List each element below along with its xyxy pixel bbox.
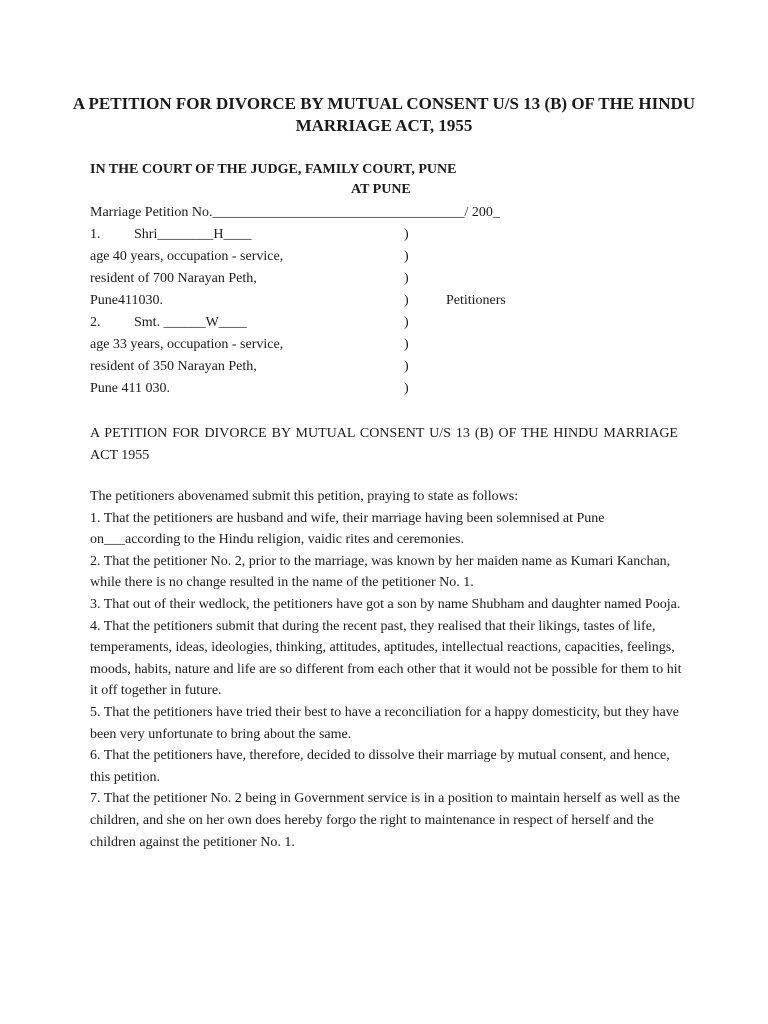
numbered-paragraph: 7. That the petitioner No. 2 being in Government service is in a position to maintain herself as well as the children, and she on her own does hereby forgo the right to maintenance in respect of herself and the children against the petitioner No. 1. xyxy=(90,791,680,850)
petitioner1-detail: resident of 700 Narayan Peth, xyxy=(90,271,257,286)
petitioner2-number: 2. xyxy=(90,315,101,330)
body-heading: A PETITION FOR DIVORCE BY MUTUAL CONSENT U/S 13 (B) OF THE HINDU MARRIAGE ACT 1955 xyxy=(90,426,678,463)
petitioner2-detail: Pune 411 030. xyxy=(90,381,170,396)
numbered-paragraph: 6. That the petitioners have, therefore, decided to dissolve their marriage by mutual consent, and hence, this petition. xyxy=(90,748,670,785)
numbered-paragraph: 1. That the petitioners are husband and wife, their marriage having been solemnised at Pune on___according to the Hindu religion, vaidic rites and ceremonies. xyxy=(90,510,605,548)
bracket: ) xyxy=(404,293,409,308)
document-title: A PETITION FOR DIVORCE BY MUTUAL CONSENT U/S 13 (B) OF THE HINDU MARRIAGE ACT, 1955 xyxy=(72,94,696,135)
petitioner1-name: Shri________H____ xyxy=(134,227,252,242)
court-place: AT PUNE xyxy=(351,182,411,197)
court-line: IN THE COURT OF THE JUDGE, FAMILY COURT, PUNE xyxy=(90,162,457,177)
numbered-paragraph: 3. That out of their wedlock, the petitioners have got a son by name Shubham and daughter named Pooja. xyxy=(90,596,681,612)
petitioners-label: Petitioners xyxy=(446,293,506,308)
petition-body xyxy=(90,486,690,853)
numbered-paragraph: 5. That the petitioners have tried their best to have a reconciliation for a happy domesticity, but they have been very unfortunate to bring about the same. xyxy=(90,704,679,742)
bracket: ) xyxy=(404,381,409,396)
bracket: ) xyxy=(404,337,409,352)
petitioner1-detail: Pune411030. xyxy=(90,293,163,308)
petitioner2-name: Smt. ______W____ xyxy=(134,315,247,330)
petitioner1-number: 1. xyxy=(90,227,101,242)
petitioner1-detail: age 40 years, occupation - service, xyxy=(90,249,284,264)
bracket: ) xyxy=(404,227,409,242)
petitioner2-detail: resident of 350 Narayan Peth, xyxy=(90,359,257,374)
bracket: ) xyxy=(404,249,409,264)
petitioner2-detail: age 33 years, occupation - service, xyxy=(90,337,284,352)
numbered-paragraph: 4. That the petitioners submit that during the recent past, they realised that their likings, tastes of life, temperaments, ideas, ideologies, thinking, attitudes, aptitudes, intellectual reactions, capacities, feelings, moods, habits, nature and life are so different from each other that it would not be possible for them to hit it off together in future. xyxy=(90,618,682,699)
intro-paragraph: The petitioners abovenamed submit this petition, praying to state as follows: xyxy=(90,489,519,504)
bracket: ) xyxy=(404,271,409,286)
bracket: ) xyxy=(404,315,409,330)
bracket: ) xyxy=(404,359,409,374)
petition-number-line: Marriage Petition No.____________________________________/ 200_ xyxy=(90,205,500,220)
numbered-paragraph: 2. That the petitioner No. 2, prior to the marriage, was known by her maiden name as Kumari Kanchan, while there is no change resulted in the name of the petitioner No. 1. xyxy=(90,553,671,591)
